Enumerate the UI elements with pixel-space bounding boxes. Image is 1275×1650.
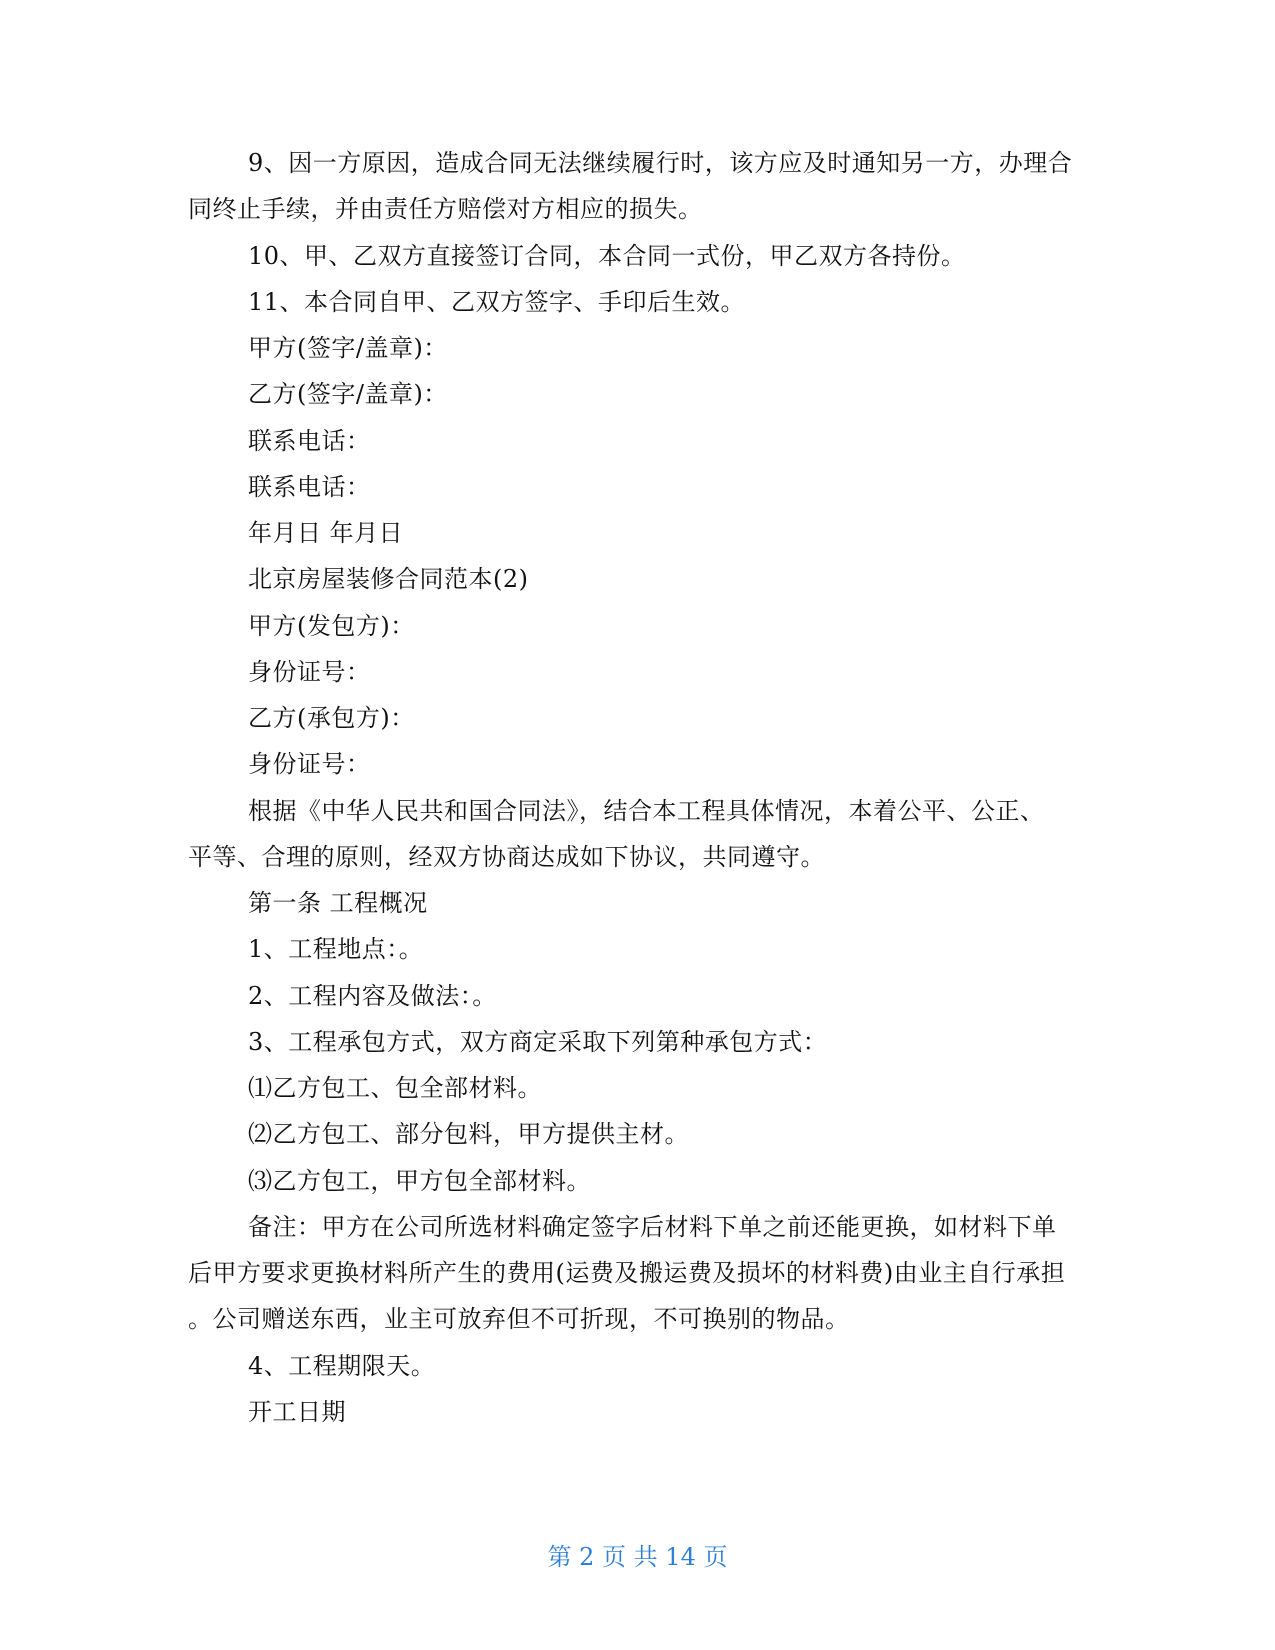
text-line: 乙方(签字/盖章)： bbox=[248, 380, 448, 408]
text-line: 甲方(签字/盖章)： bbox=[248, 334, 448, 362]
text-line: 后甲方要求更换材料所产生的费用(运费及搬运费及损坏的材料费)由业主自行承担 bbox=[188, 1259, 1066, 1287]
text-line: 身份证号： bbox=[248, 658, 371, 686]
text-line: 开工日期 bbox=[248, 1398, 346, 1426]
text-line: 平等、合理的原则，经双方协商达成如下协议，共同遵守。 bbox=[188, 843, 825, 871]
text-line: 乙方(承包方)： bbox=[248, 704, 415, 732]
text-line: 身份证号： bbox=[248, 750, 371, 778]
text-line: 根据《中华人民共和国合同法》，结合本工程具体情况，本着公平、公正、 bbox=[248, 797, 1045, 825]
page-number-footer: 第 2 页 共 14 页 bbox=[547, 1543, 728, 1571]
text-line: 9、因一方原因，造成合同无法继续履行时，该方应及时通知另一方，办理合 bbox=[248, 149, 1073, 177]
text-line: 联系电话： bbox=[248, 427, 371, 455]
text-line: 甲方(发包方)： bbox=[248, 612, 415, 640]
text-line: 同终止手续，并由责任方赔偿对方相应的损失。 bbox=[188, 195, 703, 223]
text-line: ⑶乙方包工，甲方包全部材料。 bbox=[248, 1167, 591, 1195]
text-line: ⑵乙方包工、部分包料，甲方提供主材。 bbox=[248, 1120, 689, 1148]
text-line: 4、工程期限天。 bbox=[248, 1352, 436, 1380]
text-line: 年月日 年月日 bbox=[248, 519, 404, 547]
text-line: 3、工程承包方式，双方商定采取下列第种承包方式： bbox=[248, 1028, 828, 1056]
text-line: 。公司赠送东西，业主可放弃但不可折现，不可换别的物品。 bbox=[188, 1305, 850, 1333]
article-heading: 第一条 工程概况 bbox=[248, 889, 428, 917]
text-line: 1、工程地点：。 bbox=[248, 935, 424, 963]
text-line: 11、本合同自甲、乙双方签字、手印后生效。 bbox=[248, 288, 746, 316]
text-line: 2、工程内容及做法：。 bbox=[248, 982, 497, 1010]
text-line: 备注：甲方在公司所选材料确定签字后材料下单之前还能更换，如材料下单 bbox=[248, 1213, 1057, 1241]
text-line: ⑴乙方包工、包全部材料。 bbox=[248, 1074, 542, 1102]
text-line: 10、甲、乙双方直接签订合同，本合同一式份，甲乙双方各持份。 bbox=[248, 242, 966, 270]
text-line: 联系电话： bbox=[248, 473, 371, 501]
section-title: 北京房屋装修合同范本(2) bbox=[248, 565, 529, 593]
